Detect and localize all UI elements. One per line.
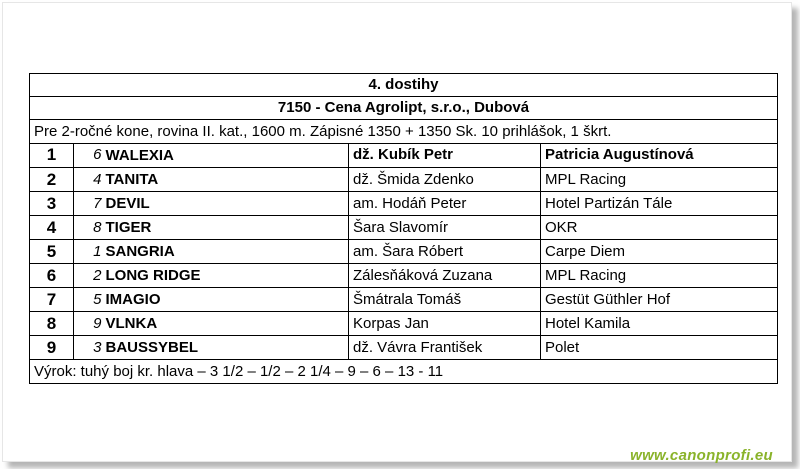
jockey-cell: Korpas Jan xyxy=(349,312,541,336)
horse-name-cell: DEVIL xyxy=(104,192,349,216)
watermark-text: www.canonprofi.eu xyxy=(630,447,773,464)
table-row xyxy=(30,144,778,168)
owner-cell: MPL Racing xyxy=(541,168,778,192)
owner-cell: Hotel Kamila xyxy=(541,312,778,336)
owner-cell: Patricia Augustínová xyxy=(541,144,778,168)
place-cell: 3 xyxy=(30,192,74,216)
horse-name-cell: WALEXIA xyxy=(104,144,349,168)
jockey-cell: dž. Kubík Petr xyxy=(349,144,541,168)
start-number-cell: 1 xyxy=(74,240,104,264)
race-subtitle: 7150 - Cena Agrolipt, s.r.o., Dubová xyxy=(30,97,778,120)
horse-name-cell: TIGER xyxy=(104,216,349,240)
jockey-cell: dž. Šmida Zdenko xyxy=(349,168,541,192)
verdict-row xyxy=(30,360,778,384)
start-number-cell: 8 xyxy=(74,216,104,240)
start-number-cell: 5 xyxy=(74,288,104,312)
race-conditions: Pre 2-ročné kone, rovina II. kat., 1600 m. Zápisné 1350 + 1350 Sk. 10 prihlášok, 1 škrt. xyxy=(30,120,778,144)
horse-name-cell: IMAGIO xyxy=(104,288,349,312)
jockey-cell: dž. Vávra František xyxy=(349,336,541,360)
place-cell: 1 xyxy=(30,144,74,168)
owner-cell: Gestüt Güthler Hof xyxy=(541,288,778,312)
table-row xyxy=(30,192,778,216)
owner-cell: Polet xyxy=(541,336,778,360)
table-row xyxy=(30,288,778,312)
place-cell: 7 xyxy=(30,288,74,312)
owner-cell: Hotel Partizán Tále xyxy=(541,192,778,216)
race-verdict: Výrok: tuhý boj kr. hlava – 3 1/2 – 1/2 – 2 1/4 – 9 – 6 – 13 - 11 xyxy=(30,360,778,384)
race-title-row xyxy=(30,74,778,97)
owner-cell: Carpe Diem xyxy=(541,240,778,264)
place-cell: 6 xyxy=(30,264,74,288)
table-row xyxy=(30,336,778,360)
place-cell: 2 xyxy=(30,168,74,192)
jockey-cell: Šara Slavomír xyxy=(349,216,541,240)
race-conditions-row xyxy=(30,120,778,144)
owner-cell: OKR xyxy=(541,216,778,240)
table-row xyxy=(30,216,778,240)
horse-name-cell: LONG RIDGE xyxy=(104,264,349,288)
start-number-cell: 2 xyxy=(74,264,104,288)
place-cell: 9 xyxy=(30,336,74,360)
jockey-cell: Šmátrala Tomáš xyxy=(349,288,541,312)
jockey-cell: Zálesňáková Zuzana xyxy=(349,264,541,288)
start-number-cell: 4 xyxy=(74,168,104,192)
start-number-cell: 3 xyxy=(74,336,104,360)
start-number-cell: 7 xyxy=(74,192,104,216)
horse-name-cell: TANITA xyxy=(104,168,349,192)
place-cell: 4 xyxy=(30,216,74,240)
place-cell: 8 xyxy=(30,312,74,336)
race-subtitle-row xyxy=(30,97,778,120)
table-row xyxy=(30,240,778,264)
table-row xyxy=(30,264,778,288)
horse-name-cell: BAUSSYBEL xyxy=(104,336,349,360)
race-results-table xyxy=(29,73,778,384)
owner-cell: MPL Racing xyxy=(541,264,778,288)
race-title: 4. dostihy xyxy=(30,74,778,97)
horse-name-cell: SANGRIA xyxy=(104,240,349,264)
jockey-cell: am. Hodáň Peter xyxy=(349,192,541,216)
document-page xyxy=(2,2,792,462)
table-row xyxy=(30,168,778,192)
table-row xyxy=(30,312,778,336)
jockey-cell: am. Šara Róbert xyxy=(349,240,541,264)
start-number-cell: 9 xyxy=(74,312,104,336)
horse-name-cell: VLNKA xyxy=(104,312,349,336)
start-number-cell: 6 xyxy=(74,144,104,168)
place-cell: 5 xyxy=(30,240,74,264)
